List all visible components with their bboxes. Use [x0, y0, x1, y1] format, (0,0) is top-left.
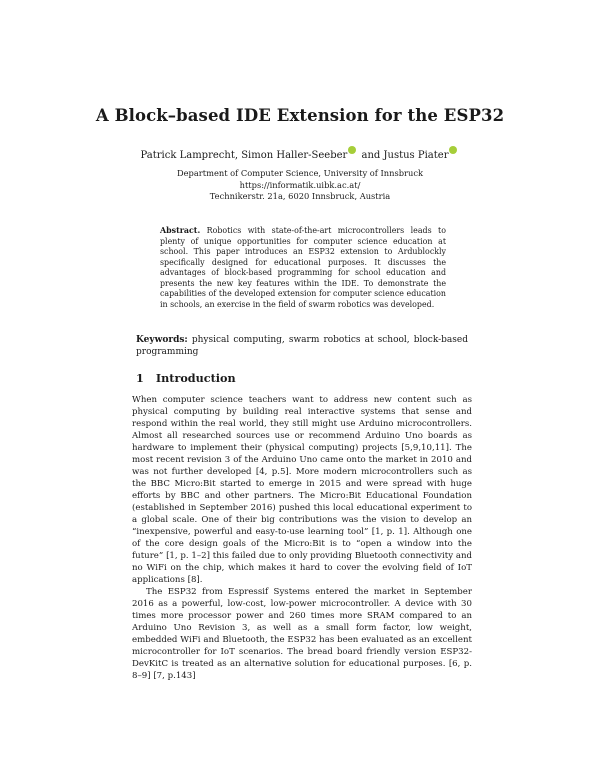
author-connector: and	[361, 150, 381, 161]
orcid-icon[interactable]	[449, 146, 457, 154]
body-paragraph: The ESP32 from Espressif Systems entered the market in September 2016 as a powerful, low-cost, low-power microcontroller. A device with 30 times more processor power and 260 times more SRAM compared to an Arduino Uno Revision 3, as well as a small form factor, low weight, embedded WiFi and Bluetooth, the ESP32 has been evaluated as an excellent microcontroller for IoT scenarios. The bread board friendly version ESP32-DevKitC is treated as an alternative solution for educational purposes. [6, p. 8–9] [7, p.143]	[132, 587, 472, 681]
abstract-text: Robotics with state-of-the-art microcontrollers leads to plenty of unique opportunities for computer science education at school. This paper introduces an ESP32 extension to Ardublockly specifically designed for educational purposes. It discusses the advantages of block-based programming for school education and presents the new key features within the IDE. To demonstrate the capabilities of the developed extension for computer science education in schools, an exercise in the field of swarm robotics was developed.	[160, 226, 446, 309]
keywords	[136, 334, 468, 358]
affiliation-department: Department of Computer Science, University of Innsbruck	[176, 168, 424, 178]
paper-title: A Block–based IDE Extension for the ESP32	[95, 106, 505, 125]
author-name: Patrick Lamprecht,	[140, 150, 239, 161]
affiliation-address: Technikerstr. 21a, 6020 Innsbruck, Austria	[209, 191, 391, 201]
keywords-label: Keywords:	[136, 335, 188, 345]
affiliation	[0, 168, 600, 203]
keywords-text: physical computing, swarm robotics at school, block-based programming	[136, 335, 468, 357]
author-line	[0, 146, 600, 161]
abstract	[160, 226, 446, 310]
section-heading	[136, 371, 236, 385]
body-paragraph: When computer science teachers want to address new content such as physical computing by building real interactive systems that sense and respond within the real world, they still might use Arduino microcontrollers. Almost all researched sources use or recommend Arduino Uno boards as hardware to implement their (physical computing) projects [5,9,10,11]. The most recent revision 3 of the Arduino Uno came onto the market in 2010 and was not further developed [4, p.5]. More modern microcontrollers such as the BBC Micro:Bit started to emerge in 2015 and were spread with huge efforts by BBC and other partners. The Micro:Bit Educational Foundation (established in September 2016) pushed this local educational experiment to a global scale. One of their big contributions was the vision to develop an “inexpensive, powerful and easy-to-use learning tool” [1, p. 1]. Although one of the core design goals of the Micro:Bit is to “open a window into the future” [1, p. 1–2] this failed due to only providing Bluetooth connectivity and no WiFi on the chip, which makes it hard to cover the evolving field of IoT applications [8].	[132, 395, 472, 585]
affiliation-url[interactable]: https://informatik.uibk.ac.at/	[239, 179, 361, 190]
author-name: Simon Haller-Seeber	[241, 150, 348, 161]
section-number: 1	[136, 371, 144, 385]
abstract-label: Abstract.	[160, 226, 201, 235]
section-body	[132, 394, 472, 682]
section-title: Introduction	[155, 371, 236, 385]
author-name: Justus Piater	[383, 150, 449, 161]
orcid-icon[interactable]	[348, 146, 356, 154]
